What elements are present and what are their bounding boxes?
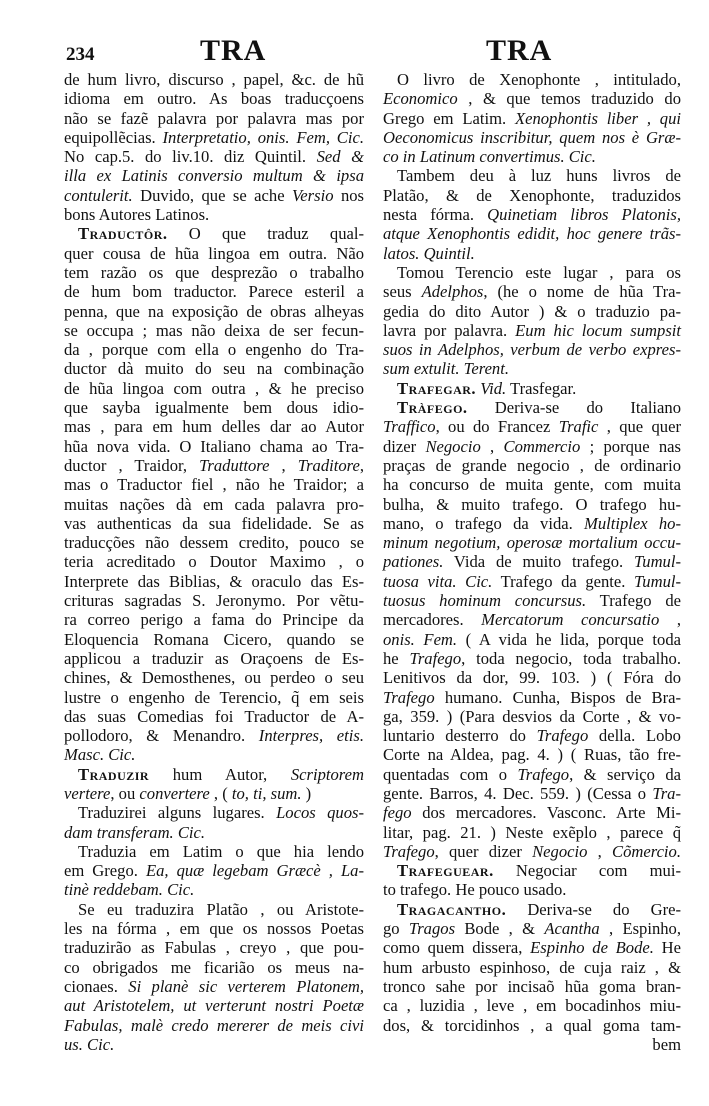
text-segment: se occupa ; mas não deixa de ser fecun- [64, 320, 364, 340]
text-segment: bulha, & muito trafego. O trafego hu- [383, 494, 681, 514]
latin-citation: Quinetiam libros Platonis, [487, 205, 681, 225]
latin-citation: tuosa vita. Cic. [383, 571, 493, 591]
left-text-line [64, 688, 364, 707]
latin-citation: Trafego [383, 687, 435, 707]
left-text-line [64, 784, 364, 803]
right-text-line [383, 707, 681, 726]
latin-citation: Trafego [409, 648, 462, 668]
text-segment: hũa nova vida. O Italiano chama ao Tra- [64, 436, 364, 456]
latin-citation: aut Aristotelem, ut verterunt nostri Poetæ [64, 996, 364, 1016]
right-text-line [383, 475, 681, 494]
text-segment: cionaes. [64, 976, 129, 996]
latin-citation: Interpretatio, onis. Fem, Cic. [162, 127, 364, 147]
left-column [64, 70, 364, 1054]
text-segment: , [480, 436, 504, 456]
text-segment: penna, que na exposição de obras alheyas [64, 301, 364, 321]
latin-citation: tinè reddebam. Cic. [64, 880, 195, 900]
left-text-line [64, 398, 364, 417]
latin-citation: co in Latinum convertimus. Cic. [383, 147, 596, 167]
latin-citation: Negocio [532, 841, 588, 861]
text-segment: dos mercadores. Vasconc. Arte Mi- [411, 803, 681, 823]
text-segment: chines, & Demosthenes, ou perdeo o seu [64, 668, 364, 688]
left-text-line [64, 224, 364, 243]
left-text-line [64, 302, 364, 321]
entry-headword: Traduzir [78, 764, 150, 784]
left-text-line [64, 282, 364, 301]
right-text-line [383, 649, 681, 668]
latin-citation: onis. Fem. [383, 629, 458, 649]
text-segment: ) [301, 783, 312, 803]
text-segment: litar, pag. 21. ) Neste exẽplo , parece q̃ [383, 822, 681, 842]
text-segment: , & serviço da [569, 764, 681, 784]
latin-citation: fego [383, 803, 412, 823]
text-segment: seus [383, 282, 422, 302]
latin-citation: pationes. [383, 552, 444, 572]
latin-citation: suos in Adelphos, verbum de verbo expres- [383, 340, 681, 360]
text-segment: mas , para em hum delles dar ao Autor [64, 417, 364, 437]
text-segment: dizer [383, 436, 426, 456]
catchword-wrapper [383, 1035, 681, 1054]
text-segment: , [269, 455, 298, 475]
latin-citation: sum extulit. Terent. [383, 359, 509, 379]
latin-citation: Traduttore [199, 455, 270, 475]
latin-citation: Cõmercio. [612, 841, 681, 861]
left-text-line [64, 900, 364, 919]
latin-citation: Traffico [383, 417, 436, 437]
right-text-line [383, 398, 681, 417]
left-text-line [64, 263, 364, 282]
text-segment: ca , luzidia , leve , em bocadinhos miu- [383, 996, 681, 1016]
right-text-line [383, 514, 681, 533]
right-text-line [383, 958, 681, 977]
text-segment: de hũa lingoa com outra , & he preciso [64, 378, 364, 398]
latin-citation: Locos quos- [276, 803, 364, 823]
text-segment: de hum bom traductor. Parece esteril a [64, 282, 364, 302]
left-text-line [64, 205, 364, 224]
latin-citation: Trafego [517, 764, 570, 784]
right-text-line [383, 823, 681, 842]
entry-headword: Traductôr. [78, 224, 168, 244]
left-text-line [64, 977, 364, 996]
text-segment: ( A vida he lida, porque toda [457, 629, 681, 649]
text-segment: Trasfegar. [506, 378, 577, 398]
latin-citation: Commercio [503, 436, 581, 456]
text-segment: não se fazẽ palavra por palavra mas por [64, 108, 364, 128]
latin-citation: Tumul- [633, 571, 682, 591]
right-text-line [383, 861, 681, 880]
right-text-line [383, 89, 681, 108]
right-text-line [383, 765, 681, 784]
text-segment: He [653, 938, 681, 958]
latin-citation: Traditore [297, 455, 360, 475]
text-segment: go [383, 919, 409, 939]
text-segment: to trafego. He pouco usado. [383, 880, 567, 900]
right-text-line [383, 688, 681, 707]
right-text-line [383, 147, 681, 166]
latin-citation: atque Xenophontis edidit, hoc genere trãs- [383, 224, 681, 244]
text-segment: como quem dissera, [383, 938, 531, 958]
text-segment: das suas Comedias foi Traductor de A- [64, 706, 364, 726]
latin-citation: Masc. Cic. [64, 745, 136, 765]
text-segment: Tambem deu à luz huns livros de [397, 166, 681, 186]
entry-headword: Trafegar. [397, 378, 477, 398]
left-text-line [64, 765, 364, 784]
text-segment: , que quer [598, 417, 681, 437]
latin-citation: vertere [64, 783, 111, 803]
text-segment: ductor , Traidor, [64, 455, 200, 475]
text-segment: , [659, 610, 681, 630]
text-segment: , ( [209, 783, 232, 803]
text-segment: , quer dizer [434, 841, 533, 861]
text-segment: Negociar com mui- [493, 861, 681, 881]
text-segment: , toda negocio, toda trabalho. [461, 648, 682, 668]
latin-citation: to, ti, sum. [231, 783, 302, 803]
text-segment: della. Lobo [588, 726, 681, 746]
latin-citation: Sed & [316, 147, 365, 167]
latin-citation: illa ex Latinis conversio multum & ipsa [64, 166, 364, 186]
right-text-line [383, 630, 681, 649]
running-head-right: TRA [486, 34, 553, 67]
right-text-line [383, 591, 681, 610]
text-segment: Interprete das Biblias, & oraculo das Es- [64, 571, 364, 591]
left-text-line [64, 128, 364, 147]
text-segment: ra correo perigo a fama do Principe da [64, 610, 364, 630]
latin-citation: contulerit. [64, 185, 133, 205]
right-text-line [383, 417, 681, 436]
left-text-line [64, 533, 364, 552]
text-segment: gedia do dito Autor ) & o traduzio pa- [383, 301, 681, 321]
left-text-line [64, 321, 364, 340]
left-text-line [64, 340, 364, 359]
text-segment: quer cousa de hũa lingoa em outra. Não [64, 243, 364, 263]
latin-citation: Xenophontis liber , qui [514, 108, 681, 128]
text-segment: equipollẽcias. [64, 127, 163, 147]
text-segment: hum arbusto espinhoso, de cuja raiz , & [383, 957, 681, 977]
text-segment: nesta fórma. [383, 205, 488, 225]
left-text-line [64, 166, 364, 185]
text-segment: quentadas com o [383, 764, 518, 784]
left-text-line [64, 572, 364, 591]
text-segment: mas o Traductor fiel , não he Traidor; a [64, 475, 364, 495]
left-text-line [64, 707, 364, 726]
latin-citation: Versio [292, 185, 334, 205]
text-segment: mano, o trafego da vida. [383, 513, 585, 533]
latin-citation: Ea, quæ legebam Græcè , La- [145, 861, 365, 881]
right-text-line [383, 70, 681, 89]
latin-citation: Si planè sic verterem Platonem, [128, 976, 364, 996]
text-segment: da , porque com ella o engenho do Tra- [64, 340, 364, 360]
latin-citation: convertere [139, 783, 210, 803]
latin-citation: Multiplex ho- [584, 513, 682, 533]
text-segment: praças de grande negocio , de ordinario [383, 455, 681, 475]
text-segment: Se eu traduzira Platão , ou Aristote- [78, 899, 364, 919]
text-segment: Traduzia em Latim o que hia lendo [78, 841, 364, 861]
text-segment: Traduzirei alguns lugares. [78, 803, 277, 823]
left-text-line [64, 417, 364, 436]
latin-citation: Tra- [652, 783, 681, 803]
text-segment: ; porque nas [580, 436, 681, 456]
left-text-line [64, 630, 364, 649]
left-text-line [64, 1016, 364, 1035]
right-text-line [383, 900, 681, 919]
text-segment: applicou a traduzir as Oraçoens de Es- [64, 648, 364, 668]
text-segment: les na fórma , em que os nossos Poetas [64, 919, 364, 939]
text-segment: Trafego da gente. [492, 571, 634, 591]
left-text-line [64, 359, 364, 378]
entry-headword: Trafeguear. [397, 861, 494, 881]
left-text-line [64, 591, 364, 610]
text-segment: dos, & torcidinhos , a qual goma tam- [383, 1015, 681, 1035]
text-segment: , Espinho, [599, 919, 681, 939]
text-segment: Bode , & [455, 919, 545, 939]
text-segment: Trafego de [586, 591, 682, 611]
left-text-line [64, 109, 364, 128]
right-text-line [383, 610, 681, 629]
left-text-line [64, 552, 364, 571]
right-text-line [383, 919, 681, 938]
text-segment: luntario desterro do [383, 726, 537, 746]
left-text-line [64, 649, 364, 668]
right-text-line [383, 745, 681, 764]
right-text-line [383, 880, 681, 899]
right-text-line [383, 533, 681, 552]
text-segment: que sayba igualmente bem dous idio- [64, 398, 364, 418]
latin-citation: Economico [383, 89, 458, 109]
latin-citation: Fabulas, malè credo mererer de meis civi [64, 1015, 364, 1035]
text-segment: lustre o engenho de Terencio, q̃ em seis [64, 687, 364, 707]
left-text-line [64, 244, 364, 263]
right-text-line [383, 321, 681, 340]
right-text-line [383, 456, 681, 475]
right-text-line [383, 282, 681, 301]
left-text-line [64, 89, 364, 108]
right-text-line [383, 379, 681, 398]
text-segment: mercadores. [383, 610, 482, 630]
latin-citation: Trafego [536, 726, 589, 746]
left-text-line [64, 803, 364, 822]
left-text-line [64, 495, 364, 514]
latin-citation: latos. Quintil. [383, 243, 475, 263]
text-segment: ga, 359. ) (Para desvios da Corte , & vo- [383, 706, 681, 726]
latin-citation: tuosus hominum concursus. [383, 591, 587, 611]
text-segment: pollodoro, & Menandro. [64, 726, 259, 746]
left-text-line [64, 70, 364, 89]
text-segment: crituras sagradas S. Jeronymo. Por vẽtu- [64, 591, 364, 611]
left-text-line [64, 726, 364, 745]
left-text-line [64, 823, 364, 842]
text-segment: humano. Cunha, Bispos de Bra- [434, 687, 681, 707]
right-text-line [383, 340, 681, 359]
left-text-line [64, 1035, 364, 1054]
text-segment: tem razão os que desprezão o trabalho [64, 262, 364, 282]
left-text-line [64, 456, 364, 475]
latin-citation: Espinho de Bode. [530, 938, 654, 958]
right-text-line [383, 996, 681, 1015]
left-text-line [64, 437, 364, 456]
right-text-line [383, 668, 681, 687]
text-segment: Deriva-se do Italiano [467, 398, 681, 418]
right-text-line [383, 726, 681, 745]
text-segment: Duvido, que se ache [132, 185, 293, 205]
latin-citation: Vid. [480, 378, 507, 398]
latin-citation: Interpres, etis. [258, 726, 364, 746]
text-segment: O que traduz qual- [167, 224, 364, 244]
catchword: bem [652, 1035, 681, 1054]
right-text-line [383, 302, 681, 321]
text-segment: lavra por palavra. [383, 320, 516, 340]
right-text-line [383, 495, 681, 514]
left-text-line [64, 186, 364, 205]
left-text-line [64, 514, 364, 533]
page-number: 234 [66, 44, 95, 65]
left-text-line [64, 880, 364, 899]
right-text-line [383, 977, 681, 996]
text-segment: he [383, 648, 410, 668]
left-text-line [64, 861, 364, 880]
latin-citation: Adelphos [421, 282, 484, 302]
text-segment: Grego em Latim. [383, 108, 515, 128]
latin-citation: us. Cic. [64, 1034, 115, 1054]
left-text-line [64, 996, 364, 1015]
latin-citation: Negocio [425, 436, 481, 456]
right-text-line [383, 359, 681, 378]
text-segment: Deriva-se do Gre- [506, 899, 681, 919]
text-segment: tronco sahe por incisaõ hũa goma bran- [383, 976, 681, 996]
text-segment: hum Autor, [149, 764, 291, 784]
left-text-line [64, 147, 364, 166]
right-text-line [383, 109, 681, 128]
right-text-line [383, 224, 681, 243]
latin-citation: Trafic [558, 417, 599, 437]
text-segment: teria acreditado o Doutor Maximo , o [64, 552, 364, 572]
text-segment: O livro de Xenophonte , intitulado, [397, 70, 681, 89]
text-segment: de hum livro, discurso , papel, &c. de hũ [64, 70, 364, 89]
right-text-line [383, 263, 681, 282]
text-segment: traduzirão as Fabulas , creyo , que pou- [64, 938, 364, 958]
latin-citation: Scriptorem [290, 764, 364, 784]
latin-citation: minum negotium, operosæ mortalium occu- [383, 533, 681, 553]
left-text-line [64, 610, 364, 629]
right-text-line [383, 552, 681, 571]
right-text-line [383, 128, 681, 147]
latin-citation: Trafego [383, 841, 435, 861]
text-segment: , & que temos traduzido do [457, 89, 681, 109]
text-segment: co obrigados me ficarião os meus na- [64, 957, 364, 977]
right-text-line [383, 166, 681, 185]
text-segment: , ou [110, 783, 140, 803]
right-text-line [383, 784, 681, 803]
latin-citation: Acantha [544, 919, 600, 939]
text-segment: Platão, & de Xenophonte, traduzidos [383, 185, 681, 205]
latin-citation: Oeconomicus inscribitur, quem nos è Græ- [383, 127, 681, 147]
text-segment: muitas nações dà em cada palavra pro- [64, 494, 364, 514]
right-text-line [383, 437, 681, 456]
text-segment: Lenitivos da dor, 99. 103. ) ( Fóra do [383, 668, 681, 688]
right-text-line [383, 1016, 681, 1035]
right-text-line [383, 244, 681, 263]
text-segment: em Grego. [64, 861, 146, 881]
latin-citation: Eum hic locum sumpsit [515, 320, 682, 340]
right-text-line [383, 803, 681, 822]
left-text-line [64, 842, 364, 861]
left-text-line [64, 379, 364, 398]
entry-headword: Tragacantho. [397, 899, 507, 919]
text-segment: , [359, 455, 365, 475]
left-text-line [64, 919, 364, 938]
left-text-line [64, 668, 364, 687]
text-segment: Vida de muito trafego. [443, 552, 634, 572]
text-segment: ductor dà muito do seu na combinação [64, 359, 364, 379]
latin-citation: dam transferam. Cic. [64, 822, 206, 842]
text-segment: , [587, 841, 613, 861]
text-segment: traducções não dessem credito, pouco se [64, 533, 364, 553]
right-text-line [383, 938, 681, 957]
right-column [383, 70, 681, 1035]
left-text-line [64, 475, 364, 494]
text-segment: nos [333, 185, 364, 205]
text-segment: Eloquencia Romana Cicero, quando se [64, 629, 364, 649]
text-segment: vas authenticas da sua fidelidade. Se as [64, 513, 364, 533]
right-text-line [383, 572, 681, 591]
running-head-left: TRA [200, 34, 267, 67]
text-segment: ha concurso de muita gente, com muita [383, 475, 681, 495]
text-segment: , ou do Francez [435, 417, 559, 437]
text-segment: No cap.5. do liv.10. diz Quintil. [64, 147, 317, 167]
latin-citation: Mercatorum concursatio [481, 610, 660, 630]
text-segment: , (he o nome de hũa Tra- [483, 282, 681, 302]
right-text-line [383, 205, 681, 224]
text-segment: idioma em outro. As boas traducçoens [64, 89, 364, 109]
latin-citation: Tumul- [633, 552, 681, 572]
text-segment: gente. Barros, 4. Dec. 559. ) (Cessa o [383, 783, 653, 803]
latin-citation: Tragos [408, 919, 456, 939]
right-text-line [383, 186, 681, 205]
text-segment: Corte na Aldea, pag. 4. ) ( Ruas, tão fre- [383, 745, 681, 765]
left-text-line [64, 745, 364, 764]
left-text-line [64, 958, 364, 977]
right-text-line [383, 842, 681, 861]
left-text-line [64, 938, 364, 957]
text-segment: bons Autores Latinos. [64, 205, 210, 225]
entry-headword: Tràfego. [397, 398, 468, 418]
text-segment: Tomou Terencio este lugar , para os [397, 262, 681, 282]
